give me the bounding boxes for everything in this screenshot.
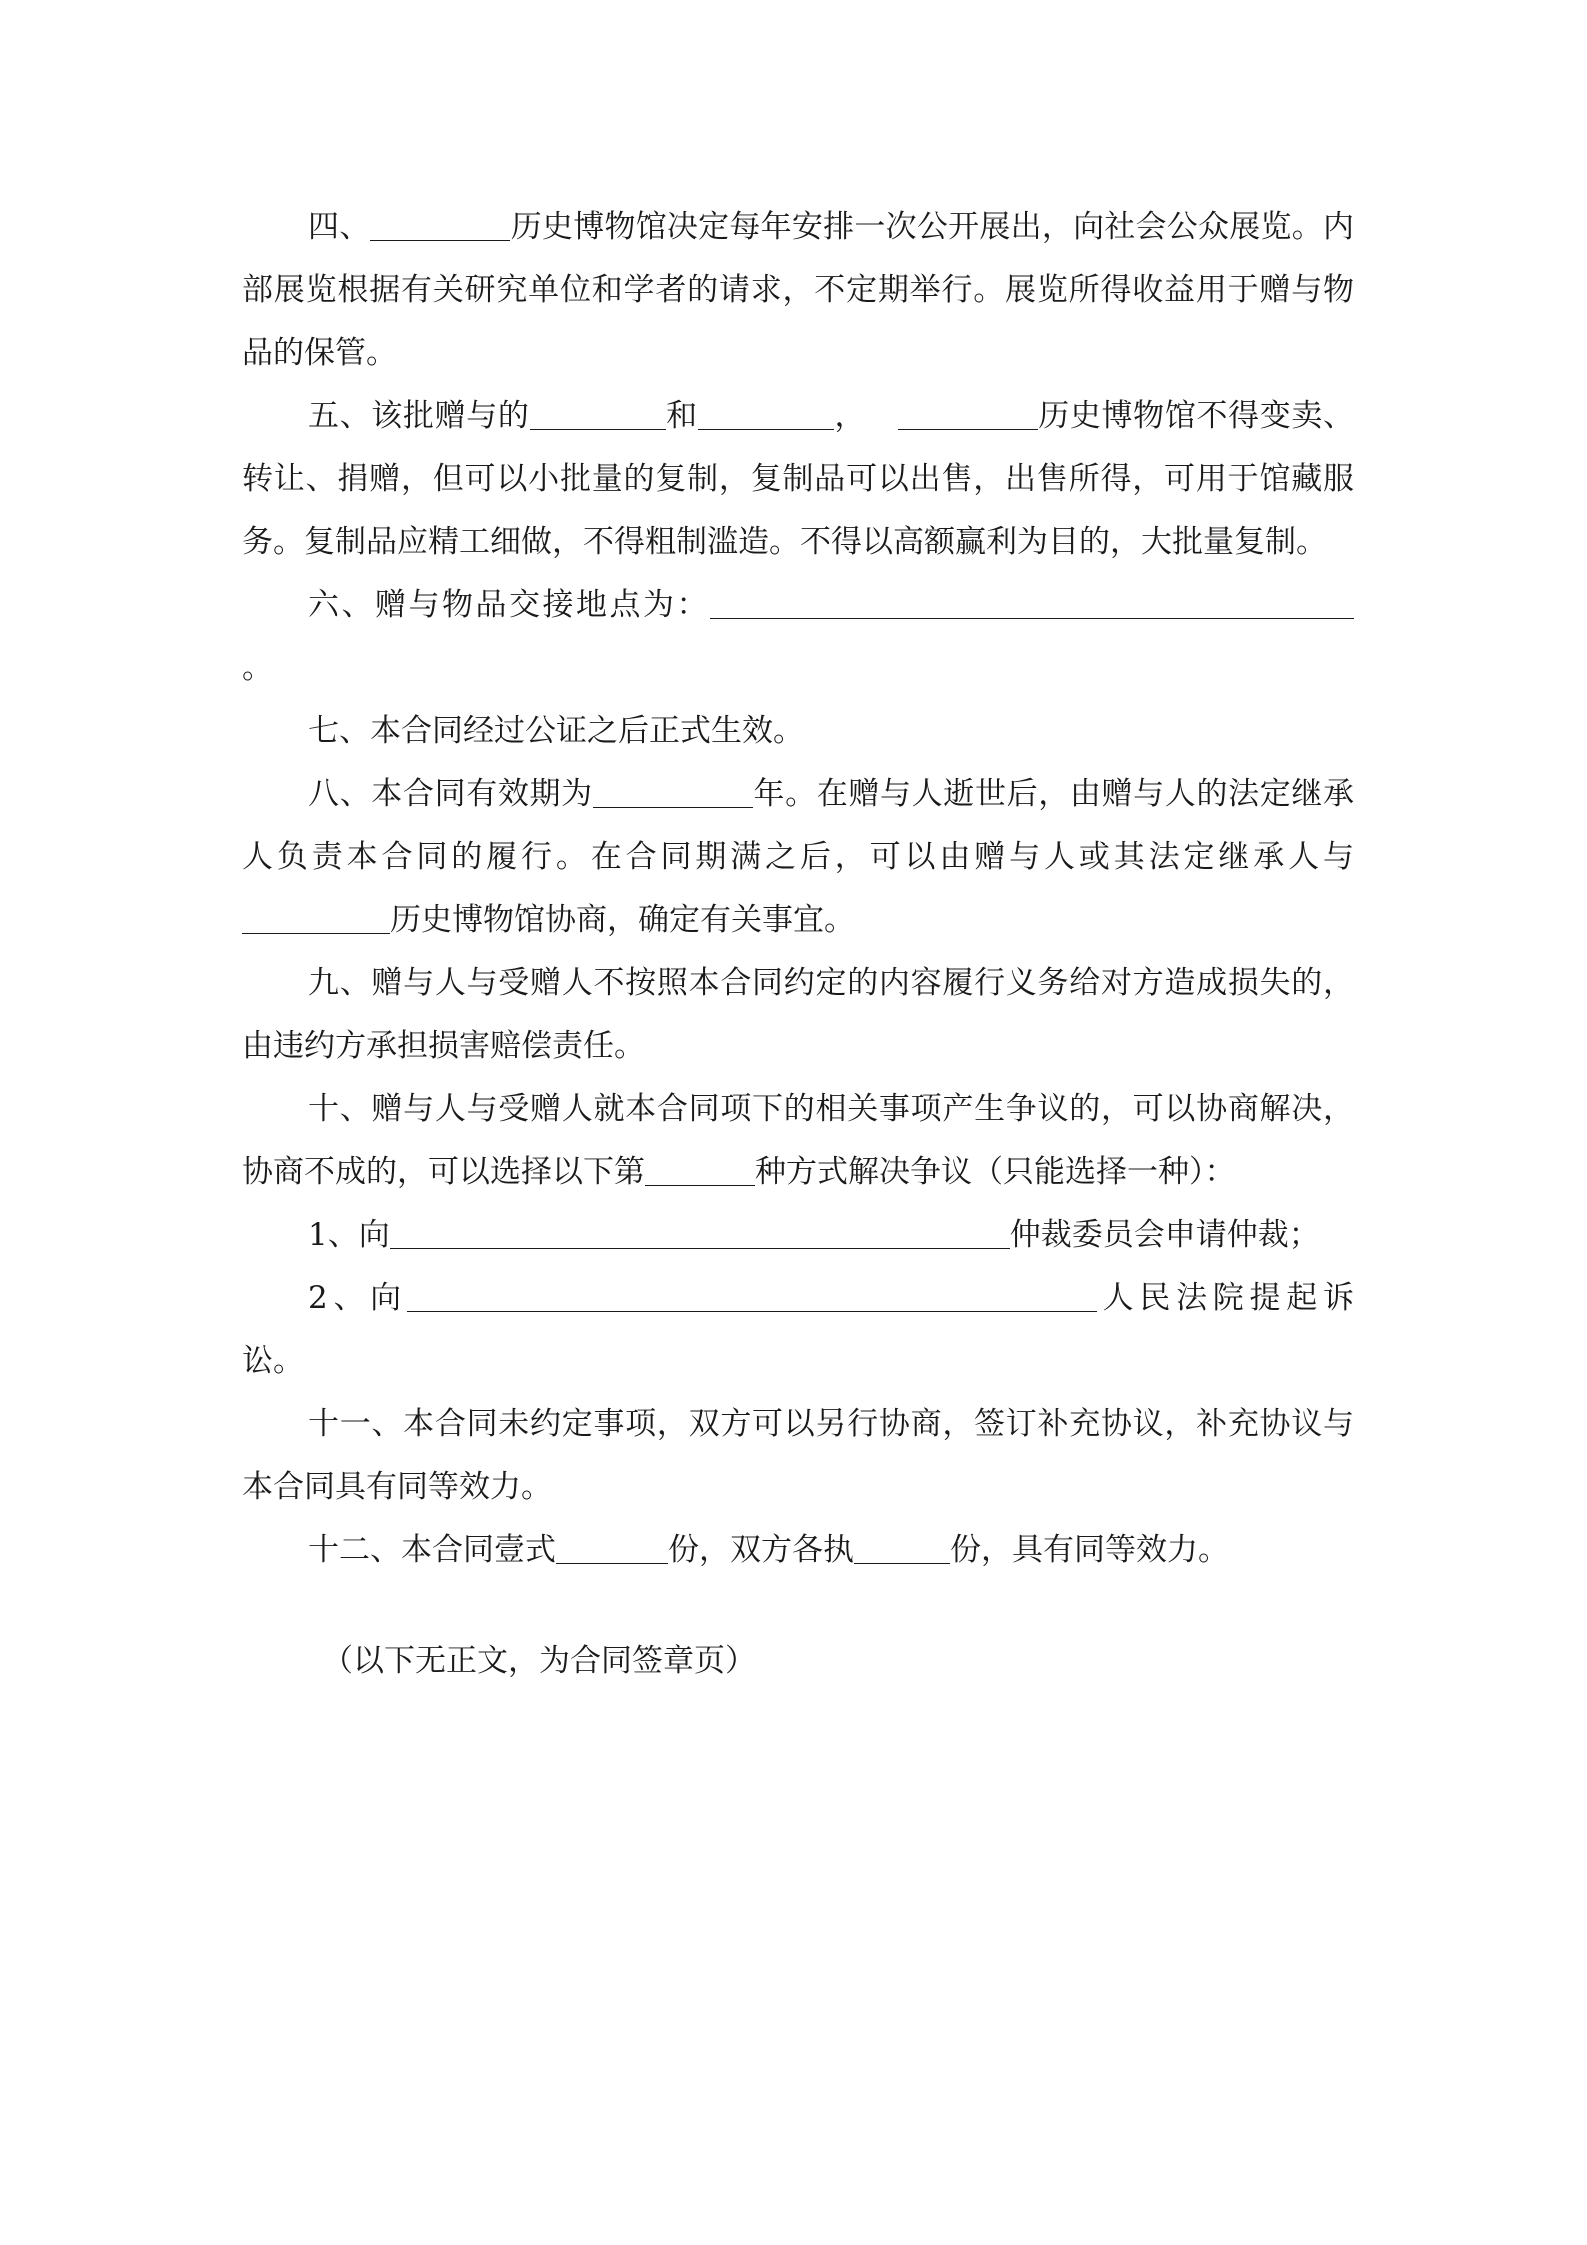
contract-body (242, 196, 1354, 1693)
option-2-text-b: 人民法院提起诉讼。 (242, 1280, 1354, 1379)
validity-years-blank[interactable] (593, 777, 753, 808)
item-blank-1[interactable] (530, 399, 666, 430)
option-1-text-b: 仲裁委员会申请仲裁； (1009, 1217, 1320, 1253)
museum-name-blank-2[interactable] (898, 399, 1038, 430)
clause-12-text-a: 十二、本合同壹式 (308, 1532, 556, 1568)
dispute-method-blank[interactable] (645, 1155, 755, 1186)
clause-4 (242, 196, 1354, 385)
end-note: （以下无正文，为合同签章页） (322, 1643, 756, 1679)
clause-10-text-b: 种方式解决争议（只能选择一种）： (755, 1154, 1236, 1190)
clause-5-text-a: 五、该批赠与的 (308, 398, 530, 434)
clause-8-text-c: 历史博物馆协商，确定有关事宜。 (390, 902, 855, 938)
clause-6 (242, 574, 1354, 700)
clause-12-text-b: 份，双方各执 (668, 1532, 854, 1568)
copies-total-blank[interactable] (556, 1533, 668, 1564)
clause-5-text-c: ， (833, 398, 867, 434)
clause-9: 九、赠与人与受赠人不按照本合同约定的内容履行义务给对方造成损失的，由违约方承担损害赔偿责任。 (242, 965, 1354, 1064)
arbitration-committee-blank[interactable] (390, 1218, 1010, 1249)
clause-10 (242, 1078, 1354, 1204)
handover-location-blank[interactable] (710, 588, 1354, 619)
item-blank-2[interactable] (698, 399, 834, 430)
museum-name-blank[interactable] (370, 210, 510, 241)
museum-name-blank-3[interactable] (242, 903, 390, 934)
clause-4-text: 历史博物馆决定每年安排一次公开展出，向社会公众展览。内部展览根据有关研究单位和学者的请求，不定期举行。展览所得收益用于赠与物品的保管。 (242, 209, 1354, 371)
clause-7: 七、本合同经过公证之后正式生效。 (308, 713, 804, 749)
clause-10-option-1 (242, 1204, 1354, 1267)
clause-12 (242, 1519, 1354, 1582)
clause-5-text-b: 和 (665, 398, 698, 434)
clause-8-text-a: 八、本合同有效期为 (308, 776, 593, 812)
clause-8-text-b: 年。在赠与人逝世后，由赠与人的法定继承人负责本合同的履行。在合同期满之后，可以由赠与人或其法定继承人与 (242, 776, 1355, 875)
clause-6-text: 六、赠与物品交接地点为： (308, 587, 710, 623)
option-1-text-a: 1、向 (308, 1217, 390, 1253)
clause-5 (242, 385, 1354, 574)
clause-6-end: 。 (242, 650, 273, 686)
clause-8 (242, 763, 1354, 952)
copies-each-blank[interactable] (854, 1533, 950, 1564)
option-2-text-a: 2、向 (308, 1280, 407, 1316)
clause-11: 十一、本合同未约定事项，双方可以另行协商，签订补充协议，补充协议与本合同具有同等效力。 (242, 1406, 1354, 1505)
clause-4-number: 四、 (308, 209, 371, 245)
clause-10-text-a: 十、赠与人与受赠人就本合同项下的相关事项产生争议的，可以协商解决，协商不成的，可以选择以下第 (242, 1091, 1354, 1190)
court-name-blank[interactable] (407, 1281, 1097, 1312)
clause-5-text-d: 历史博物馆不得变卖、转让、捐赠，但可以小批量的复制，复制品可以出售，出售所得，可用于馆藏服务。复制品应精工细做，不得粗制滥造。不得以高额赢利为目的，大批量复制。 (242, 398, 1355, 560)
clause-10-option-2 (242, 1267, 1354, 1393)
clause-12-text-c: 份，具有同等效力。 (950, 1532, 1229, 1568)
